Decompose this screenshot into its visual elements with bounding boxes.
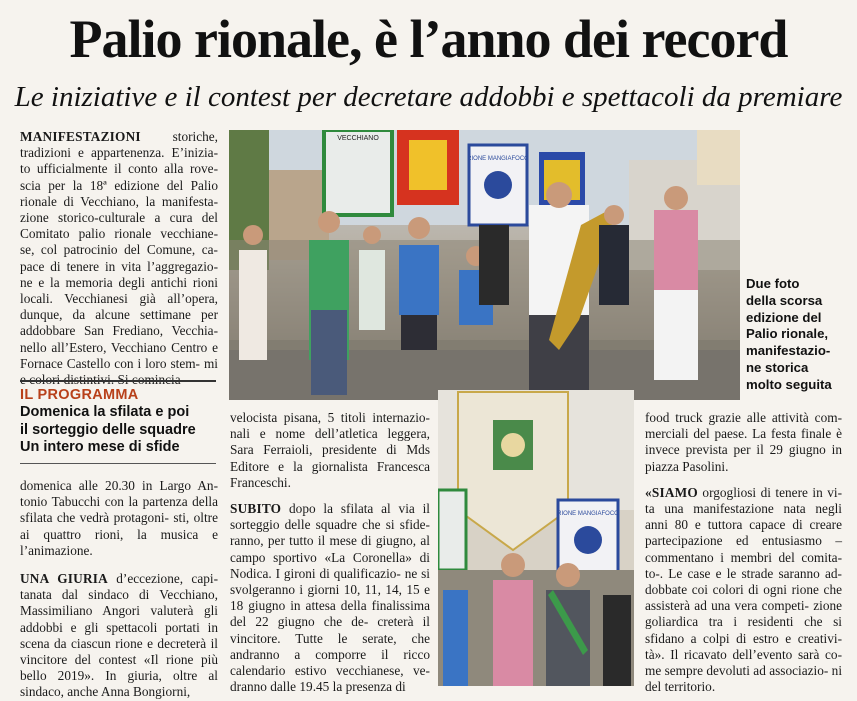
text-line: ne e la memoria degli antichi rioni: [20, 274, 218, 290]
text-line: di Nodica. I gironi di qualificazio-: [230, 549, 430, 581]
text-line: sti, oltre ai quattro rioni, la musica: [20, 510, 218, 542]
paragraph-siamo: [645, 485, 842, 696]
text-line: invece prevista per il 29 giugno in: [645, 442, 842, 458]
text-line: 14, 15 e 18 giugno in attesa della: [230, 582, 431, 614]
caption-line: molto seguita: [746, 376, 832, 392]
text-line: e l’animazione.: [20, 526, 218, 558]
parade-photo: [229, 130, 740, 400]
subheadline: Le iniziative e il contest per decretare addobbi e spettacoli da premiare: [14, 81, 843, 113]
lead-word: MANIFESTAZIONI: [20, 129, 141, 144]
text-line: se, col patrocinio del Comune, ca-: [20, 242, 218, 258]
text-line: Comitato palio rionale vecchiane-: [20, 226, 218, 242]
text-line: dranno dalle 19.45 la presenza di: [230, 679, 406, 695]
text-line: dunque, da alcune settimane per: [20, 307, 218, 323]
article-column-1-continued: [20, 478, 218, 701]
text-line: finalissima del 22 giugno che de-: [230, 598, 431, 630]
text-line: nali e nome dell’atletica leggera,: [230, 426, 430, 442]
divider: [20, 463, 216, 464]
text-line: to-. Le case e le strade saranno ad-: [645, 565, 842, 581]
text-line: pace di tenere in vita l’aggregazio-: [20, 258, 218, 274]
text-line: d’eccezione, capi-: [116, 571, 219, 587]
article-column-3: [645, 410, 842, 695]
programma-box: [20, 380, 216, 464]
text-line: sorteggio delle squadre che si sfide-: [230, 517, 430, 533]
text-line: tonio Tabucchi con la partenza: [20, 494, 188, 510]
caption-line: edizione del: [746, 309, 822, 325]
text-line: il vincitore del contest «Il rione: [20, 635, 218, 668]
text-line: to ufficialmente il conto alla rove-: [20, 161, 218, 177]
caption-line: manifestazio-: [746, 343, 831, 359]
text-line: Franceschi.: [230, 474, 291, 490]
text-line: che andranno a comporre il ricco: [230, 630, 430, 662]
lead-word: UNA GIURIA: [20, 571, 108, 587]
text-line: della sfilata che vedrà protagoni-: [20, 494, 218, 526]
text-line: orgogliosi di tenere in vi-: [702, 484, 843, 500]
paragraph-food-truck: [645, 410, 842, 475]
article-column-2: [230, 410, 430, 695]
paragraph-giuria-cont: [230, 410, 430, 491]
text-line: ni del territorio.: [645, 663, 843, 695]
parade-photo-illustration: [229, 130, 740, 400]
text-line: piazza Pasolini.: [645, 458, 729, 474]
text-line: ranno, per tutto il mese di giugno,: [230, 533, 417, 549]
text-line: locali. Vecchianesi già all’opera,: [20, 291, 218, 307]
text-line: addobbi e gli spettacoli portati in: [20, 619, 218, 635]
paragraph-sfilata: [20, 478, 218, 559]
paragraph-subito: [230, 501, 430, 695]
programma-title-line: Domenica la sfilata e poi: [20, 404, 190, 420]
text-line: velocista pisana, 5 titoli internazio-: [230, 410, 430, 425]
text-line: al campo sportivo «La Coronella»: [230, 533, 431, 565]
text-line: scena da ciascun rione e decreterà: [20, 635, 207, 651]
text-line: Sara Ferraioli, presidente di Mds: [230, 442, 430, 458]
caption-line: della scorsa: [746, 292, 823, 308]
text-line: tanata dal sindaco di Vecchiano,: [20, 587, 218, 603]
text-line: tradizioni e appartenenza. E’inizia-: [20, 145, 218, 161]
banners-photo: [438, 390, 634, 686]
text-line: mi e colori distintivi. Si comincia: [20, 355, 218, 388]
text-line: commentano i membri del comita-: [645, 549, 842, 565]
article-column-1: [20, 129, 218, 388]
text-line: anni 80 e tuttora capace di creare: [645, 517, 842, 533]
paragraph-giuria: [20, 571, 218, 701]
text-line: food truck grazie alle attività com-: [645, 410, 842, 425]
text-line: calendario estivo vecchianese, ve-: [230, 663, 430, 679]
text-line: domenica alle 20.30 in Largo An-: [20, 478, 218, 493]
text-line: sindaco, anche Anna Bongiorni,: [20, 684, 191, 700]
paragraph-manifestazioni: [20, 129, 218, 388]
text-line: zione storico-culturale a cura del: [20, 210, 218, 226]
text-line: rionale di Vecchiano, la manifesta-: [20, 193, 218, 209]
text-line: Massimiliano Angori valuterà gli: [20, 603, 218, 619]
programma-title-line: il sorteggio delle squadre: [20, 421, 196, 438]
text-line: ta una manifestazione nata negli: [645, 501, 842, 517]
lead-word: SUBITO: [230, 501, 282, 517]
text-line: creterà il vincitore. Tutte le serate,: [230, 614, 430, 646]
text-line: dopo la sfilata al via il: [289, 501, 430, 517]
text-line: e Fornace Castello con i loro stem-: [20, 339, 218, 371]
text-line: ne si svolgeranno i giorni 10, 11,: [230, 565, 430, 598]
lead-word: «SIAMO: [645, 484, 698, 500]
text-line: merciali del paese. La festa finale è: [645, 426, 842, 442]
banner-label: RIONE MANGIAFOCO: [557, 511, 619, 517]
headline: Palio rionale, è l’anno dei record: [69, 9, 788, 69]
programma-title-line: Un intero mese di sfide: [20, 439, 180, 455]
text-line: addobbare San Frediano, Vecchia-: [20, 323, 218, 339]
text-line: che assisterà ad una vera competi-: [645, 582, 842, 614]
photo-caption: [746, 276, 842, 394]
text-line: nello all’Estero, Vecchiano Centro: [20, 339, 208, 355]
banner-label: VECCHIANO: [337, 135, 379, 142]
text-line: tà». Il ricavato dell’evento sarà co-: [645, 646, 842, 662]
text-line: zione goliardica tra i residenti che: [645, 598, 843, 630]
text-line: Editore e la giornalista Francesca: [230, 458, 430, 474]
text-line: si sfidano a colpi di estro e creativi-: [645, 614, 842, 646]
caption-line: Palio rionale,: [746, 326, 829, 342]
programma-kicker: IL PROGRAMMA: [20, 380, 216, 404]
text-line: storiche,: [172, 129, 218, 144]
text-line: partecipazione ed entusiasmo –: [645, 533, 842, 549]
text-line: me sempre devoluti ad associazio-: [645, 663, 829, 679]
banner-label: RIONE MANGIAFOCO: [467, 156, 529, 162]
text-line: dobbate coi colori di ogni rione: [645, 582, 819, 598]
caption-line: Due foto: [746, 276, 800, 291]
text-line: scia per la 18ª edizione del Palio: [20, 177, 218, 193]
banners-photo-illustration: [438, 390, 634, 686]
caption-line: ne storica: [746, 359, 809, 375]
text-line: più bello 2019». In giuria, oltre al: [20, 652, 218, 684]
